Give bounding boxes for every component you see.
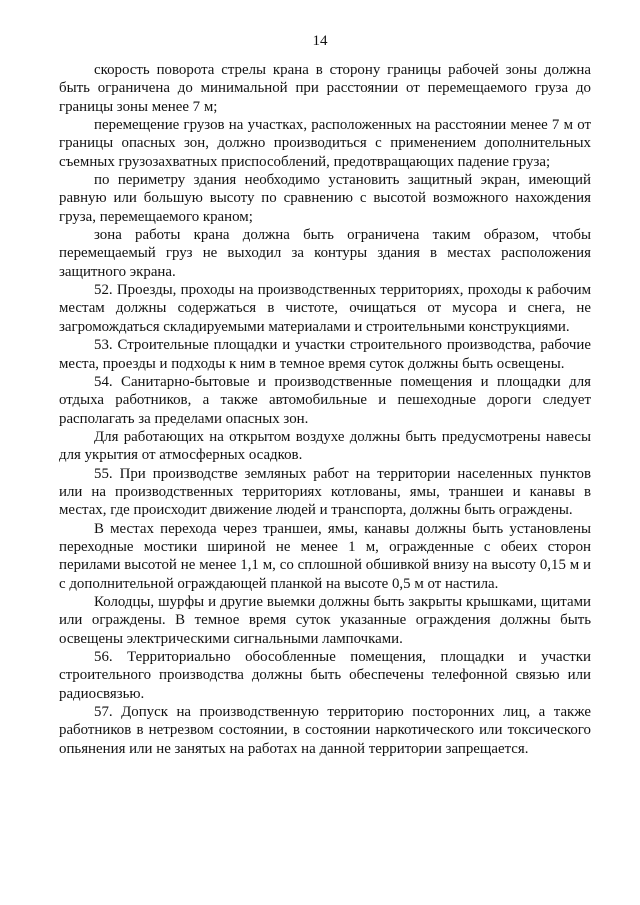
paragraph: по периметру здания необходимо установить защитный экран, имеющий равную или большую высоту по сравнению с высотой возможного нахождения груза, перемещаемого краном; [59, 172, 591, 225]
paragraph-56: 56. Территориально обособленные помещения, площадки и участки строительного производства должны быть обеспечены телефонной связью или радиосвязью. [59, 649, 591, 702]
paragraph-54: 54. Санитарно-бытовые и производственные помещения и площадки для отдыха работников, а также автомобильные и пешеходные дороги следует располагать за пределами опасных зон. [59, 373, 591, 427]
paragraph: скорость поворота стрелы крана в сторону границы рабочей зоны должна быть ограничена до минимальной при расстоянии от перемещаемого груза до границы зоны менее 7 м; [59, 62, 591, 115]
paragraph: зона работы крана должна быть ограничена таким образом, чтобы перемещаемый груз не выходил за контуры здания в местах расположения защитного экрана. [59, 227, 591, 280]
document-body [59, 61, 591, 758]
paragraph-55: 55. При производстве земляных работ на территории населенных пунктов или на производственных территориях котлованы, ямы, траншеи и канавы в местах, где происходит движение людей и транспорта, должны быть ограждены. [59, 465, 591, 519]
paragraph: перемещение грузов на участках, расположенных на расстоянии менее 7 м от границы опасных зон, должно производиться с применением дополнительных съемных грузозахватных приспособлений, предотвращающих падение груза; [59, 117, 591, 170]
paragraph: В местах перехода через траншеи, ямы, канавы должны быть установлены переходные мостики шириной не менее 1 м, огражденные с обеих сторон перилами высотой не менее 1,1 м, со сплошной обшивкой внизу на высоту 0,15 м и с дополнительной ограждающей планкой на высоте 0,5 м от настила. [59, 520, 591, 592]
paragraph-57: 57. Допуск на производственную территорию посторонних лиц, а также работников в нетрезвом состоянии, в состоянии наркотического или токсического опьянения или не занятых на работах на данной территории запрещается. [59, 704, 591, 757]
paragraph: Для работающих на открытом воздухе должны быть предусмотрены навесы для укрытия от атмосферных осадков. [59, 428, 591, 464]
page-number: 14 [312, 33, 328, 49]
paragraph-53: 53. Строительные площадки и участки строительного производства, рабочие места, проезды и подходы к ним в темное время суток должны быть освещены. [59, 337, 591, 372]
paragraph: Колодцы, шурфы и другие выемки должны быть закрыты крышками, щитами или ограждены. В темное время суток указанные ограждения должны быть освещены электрическими сигнальными лампочками. [59, 593, 591, 647]
paragraph-52: 52. Проезды, проходы на производственных территориях, проходы к рабочим местам должны содержаться в чистоте, очищаться от мусора и снега, не загромождаться складируемыми материалами и строительными конструкциями. [59, 282, 591, 335]
